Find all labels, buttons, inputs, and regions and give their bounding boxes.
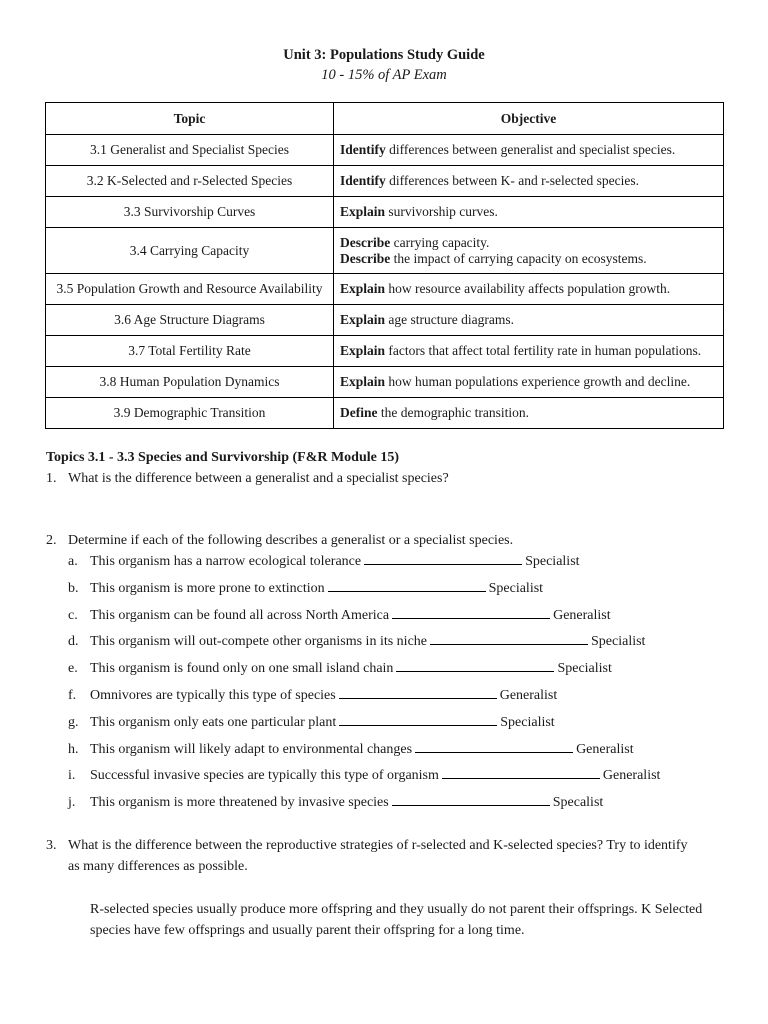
table-row bbox=[46, 166, 724, 197]
item-text: This organism is found only on one small island chain bbox=[90, 661, 394, 677]
topic-cell: 3.9 Demographic Transition bbox=[46, 398, 334, 429]
objective-verb: Describe bbox=[340, 250, 391, 266]
list-item bbox=[68, 659, 728, 686]
section-heading: Topics 3.1 - 3.3 Species and Survivorship (F&R Module 15) bbox=[46, 450, 400, 465]
objective-text: how resource availability affects population growth. bbox=[385, 281, 671, 296]
item-letter: e. bbox=[68, 661, 78, 677]
answer-blank[interactable] bbox=[430, 632, 588, 645]
objective-verb: Identify bbox=[340, 173, 386, 188]
answer-blank[interactable] bbox=[392, 793, 550, 806]
item-answer: Generalist bbox=[553, 607, 611, 623]
item-answer: Generalist bbox=[499, 687, 558, 703]
objective-verb: Explain bbox=[340, 343, 386, 358]
question-number: 3. bbox=[46, 838, 57, 853]
topics-table bbox=[45, 102, 724, 429]
objective-verb: Describe bbox=[340, 234, 391, 250]
answer-blank[interactable] bbox=[364, 552, 522, 565]
item-letter: b. bbox=[68, 580, 79, 596]
question-number: 2. bbox=[46, 533, 57, 548]
answer-blank[interactable] bbox=[328, 579, 486, 592]
item-letter: f. bbox=[68, 687, 77, 703]
list-item bbox=[68, 793, 728, 820]
answer-blank[interactable] bbox=[442, 766, 600, 779]
item-letter: d. bbox=[68, 634, 79, 650]
item-answer: Generalist bbox=[576, 741, 634, 757]
list-item bbox=[68, 552, 728, 579]
item-answer: Specialist bbox=[500, 714, 555, 730]
list-item bbox=[68, 766, 728, 793]
objective-cell bbox=[334, 274, 724, 305]
question-text: What is the difference between the reproductive strategies of r-selected and K-selected species? Try to identify as many differences as possible. bbox=[68, 838, 688, 874]
objective-text: age structure diagrams. bbox=[385, 312, 514, 327]
topic-cell: 3.1 Generalist and Specialist Species bbox=[46, 135, 334, 166]
item-text: This organism will out-compete other organisms in its niche bbox=[90, 634, 427, 650]
objective-text: factors that affect total fertility rate in human populations. bbox=[385, 343, 702, 358]
objective-cell bbox=[334, 398, 724, 429]
objective-verb: Explain bbox=[340, 374, 386, 389]
item-answer: Specialist bbox=[525, 554, 580, 569]
topic-cell: 3.2 K-Selected and r-Selected Species bbox=[46, 166, 334, 197]
table-row bbox=[46, 305, 724, 336]
item-text: Successful invasive species are typically this type of organism bbox=[90, 768, 439, 784]
objective-cell bbox=[334, 135, 724, 166]
objective-cell bbox=[334, 166, 724, 197]
table-row bbox=[46, 398, 724, 429]
answer-blank[interactable] bbox=[339, 713, 497, 726]
question-text: What is the difference between a generalist and a specialist species? bbox=[68, 471, 449, 486]
question-2 bbox=[46, 530, 513, 551]
topic-cell: 3.8 Human Population Dynamics bbox=[46, 367, 334, 398]
topic-cell: 3.3 Survivorship Curves bbox=[46, 197, 334, 228]
item-text: Omnivores are typically this type of species bbox=[90, 687, 336, 703]
page-title: Unit 3: Populations Study Guide bbox=[283, 47, 485, 63]
item-answer: Specalist bbox=[552, 795, 604, 811]
answer-blank[interactable] bbox=[339, 686, 497, 699]
table-row bbox=[46, 228, 724, 274]
objective-verb: Explain bbox=[340, 312, 386, 327]
topic-column-header: Topic bbox=[46, 103, 334, 135]
item-text: This organism has a narrow ecological tolerance bbox=[90, 554, 362, 569]
question-3-answer: R-selected species usually produce more offspring and they usually do not parent their offsprings. K Selected species have few offsprings and usually parent their offspring for a long time. bbox=[90, 902, 703, 938]
objective-verb: Define bbox=[340, 405, 378, 420]
objective-text: the demographic transition. bbox=[377, 405, 529, 420]
objective-text: the impact of carrying capacity on ecosystems. bbox=[390, 250, 647, 266]
objective-verb: Identify bbox=[340, 142, 386, 157]
question-number: 1. bbox=[46, 471, 57, 486]
list-item bbox=[68, 632, 728, 659]
objective-cell bbox=[334, 305, 724, 336]
item-letter: a. bbox=[68, 554, 78, 569]
topic-cell: 3.6 Age Structure Diagrams bbox=[46, 305, 334, 336]
list-item bbox=[68, 686, 728, 713]
list-item bbox=[68, 606, 728, 633]
question-1 bbox=[46, 468, 449, 489]
item-text: This organism is more prone to extinction bbox=[90, 580, 325, 596]
item-letter: i. bbox=[68, 768, 76, 784]
table-row bbox=[46, 197, 724, 228]
item-letter: c. bbox=[68, 607, 78, 623]
objective-cell bbox=[334, 336, 724, 367]
item-text: This organism is more threatened by invasive species bbox=[90, 795, 389, 811]
objective-text: differences between K- and r-selected species. bbox=[385, 173, 639, 188]
table-row bbox=[46, 135, 724, 166]
objective-cell bbox=[334, 367, 724, 398]
table-row bbox=[46, 367, 724, 398]
item-text: This organism only eats one particular plant bbox=[90, 714, 337, 730]
objective-text: how human populations experience growth and decline. bbox=[385, 374, 691, 389]
objective-cell bbox=[334, 228, 724, 274]
objective-text: survivorship curves. bbox=[385, 204, 498, 219]
answer-blank[interactable] bbox=[415, 740, 573, 753]
item-answer: Specialist bbox=[488, 580, 544, 596]
objective-verb: Explain bbox=[340, 281, 386, 296]
objective-text: carrying capacity. bbox=[390, 234, 490, 250]
topic-cell: 3.5 Population Growth and Resource Availability bbox=[46, 274, 334, 305]
topic-cell: 3.4 Carrying Capacity bbox=[46, 228, 334, 274]
list-item bbox=[68, 740, 728, 767]
table-header-row bbox=[46, 103, 724, 135]
question-text: Determine if each of the following describes a generalist or a specialist species. bbox=[68, 533, 514, 548]
item-answer: Specialist bbox=[591, 634, 646, 650]
topic-cell: 3.7 Total Fertility Rate bbox=[46, 336, 334, 367]
list-item bbox=[68, 713, 728, 740]
item-text: This organism can be found all across North America bbox=[90, 607, 390, 623]
item-answer: Specialist bbox=[557, 661, 612, 677]
item-letter: j. bbox=[68, 795, 76, 811]
item-text: This organism will likely adapt to environmental changes bbox=[90, 741, 413, 757]
question-3 bbox=[46, 835, 706, 877]
question-2-items bbox=[68, 552, 728, 820]
objective-column-header: Objective bbox=[334, 103, 724, 135]
list-item bbox=[68, 579, 728, 606]
page-subtitle: 10 - 15% of AP Exam bbox=[321, 67, 447, 83]
objective-text: differences between generalist and specialist species. bbox=[385, 142, 676, 157]
item-letter: g. bbox=[68, 714, 79, 730]
table-row bbox=[46, 336, 724, 367]
answer-blank[interactable] bbox=[396, 659, 554, 672]
objective-cell bbox=[334, 197, 724, 228]
objective-verb: Explain bbox=[340, 204, 386, 219]
table-row bbox=[46, 274, 724, 305]
item-letter: h. bbox=[68, 741, 79, 757]
item-answer: Generalist bbox=[602, 768, 661, 784]
answer-blank[interactable] bbox=[392, 606, 550, 619]
